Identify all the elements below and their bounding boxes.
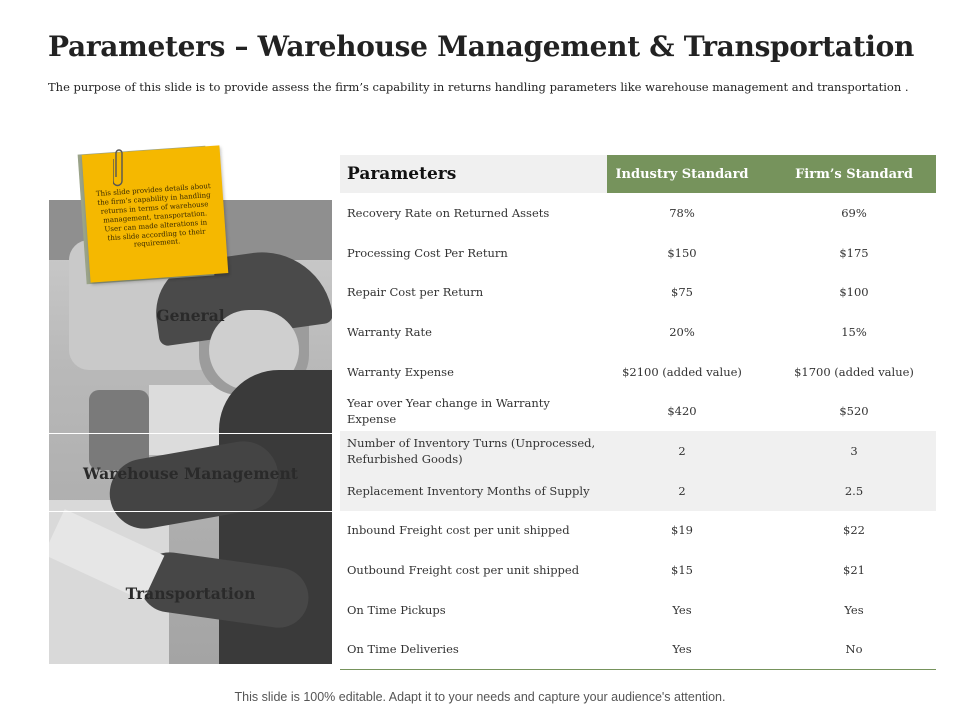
table-row [340, 233, 936, 273]
row-parameter: Recovery Rate on Returned Assets [347, 205, 550, 220]
row-industry-value: $2100 (added value) [622, 364, 742, 379]
row-parameter: Outbound Freight cost per unit shipped [347, 563, 580, 578]
table-row [340, 550, 936, 590]
row-parameter: Replacement Inventory Months of Supply [347, 483, 590, 498]
row-parameter: Repair Cost per Return [347, 285, 484, 300]
page-subtitle: The purpose of this slide is to provide assess the firm’s capability in returns handling parameters like warehouse management and transportation . [48, 80, 909, 94]
row-firm-value: 15% [841, 324, 867, 339]
header-parameters-cell [340, 155, 607, 193]
footer-note: This slide is 100% editable. Adapt it to your needs and capture your audience's attention. [234, 690, 726, 704]
row-firm-value: 3 [850, 443, 858, 458]
row-parameter: Warranty Rate [347, 324, 432, 339]
row-parameter: Processing Cost Per Return [347, 245, 508, 260]
header-industry-standard: Industry Standard [615, 167, 749, 182]
row-firm-value: 2.5 [844, 483, 864, 498]
row-parameter: On Time Deliveries [347, 642, 459, 657]
table-row [340, 630, 936, 670]
row-firm-value: $21 [843, 563, 865, 578]
row-industry-value: $75 [671, 285, 693, 300]
row-firm-value: Yes [844, 602, 864, 617]
row-industry-value: Yes [672, 602, 692, 617]
row-firm-value: $1700 (added value) [794, 364, 914, 379]
row-industry-value: 2 [678, 483, 686, 498]
row-parameter: Year over Year change in Warranty Expense [347, 396, 550, 427]
row-firm-value: $22 [843, 523, 865, 538]
header-standards-cell [607, 155, 936, 193]
table-row [340, 431, 936, 471]
row-parameter: Warranty Expense [347, 364, 454, 379]
row-industry-value: $420 [667, 404, 697, 419]
row-firm-value: $175 [839, 245, 869, 260]
section-divider [49, 511, 332, 512]
row-industry-value: 78% [669, 205, 695, 220]
row-parameter: On Time Pickups [347, 602, 446, 617]
row-industry-value: 20% [669, 324, 695, 339]
sticky-note-text: This slide provides details about the firm’s capability in handling returns in terms of warehouse management, transportation. User can made alterations in this slide according to their requirement. [95, 182, 211, 249]
row-firm-value: $100 [839, 285, 869, 300]
row-industry-value: 2 [678, 443, 686, 458]
row-firm-value: $520 [839, 404, 869, 419]
section-label-transportation: Transportation [125, 584, 256, 603]
table-row [340, 272, 936, 312]
header-parameters: Parameters [347, 164, 457, 184]
paperclip-icon [113, 147, 125, 187]
table-row [340, 511, 936, 551]
row-industry-value: Yes [672, 642, 692, 657]
table-row [340, 193, 936, 233]
table-row [340, 471, 936, 511]
table-bottom-rule [340, 669, 936, 670]
row-parameter: Inbound Freight cost per unit shipped [347, 523, 570, 538]
row-industry-value: $150 [667, 245, 697, 260]
row-firm-value: No [845, 642, 863, 657]
section-divider [49, 433, 332, 434]
sticky-note [82, 145, 229, 282]
section-label-warehouse: Warehouse Management [83, 464, 298, 483]
table-row [340, 590, 936, 630]
parameters-table [340, 155, 936, 670]
row-industry-value: $15 [671, 563, 693, 578]
table-header [340, 155, 936, 193]
row-firm-value: 69% [841, 205, 867, 220]
row-parameter: Number of Inventory Turns (Unprocessed, Refurbished Goods) [347, 435, 596, 466]
table-row [340, 352, 936, 392]
page-title: Parameters – Warehouse Management & Transportation [48, 30, 915, 63]
row-industry-value: $19 [671, 523, 693, 538]
table-row [340, 312, 936, 352]
table-row [340, 391, 936, 431]
header-firm-standard: Firm’s Standard [795, 167, 913, 182]
section-label-general: General [156, 306, 225, 325]
